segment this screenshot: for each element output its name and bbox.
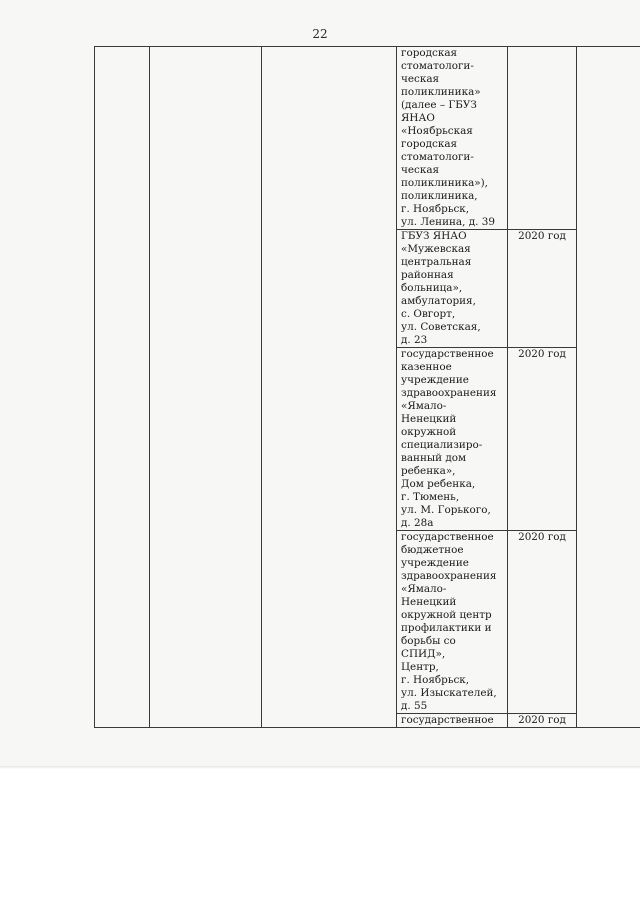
facility-cell bbox=[397, 348, 508, 531]
facility-line: государственное bbox=[401, 531, 494, 543]
facility-line: государственное bbox=[401, 714, 494, 726]
facility-cell bbox=[397, 714, 508, 728]
year-cell: 2020 год bbox=[508, 348, 577, 531]
page-number: 22 bbox=[312, 27, 328, 41]
facility-line: городская bbox=[401, 47, 458, 59]
facility-line: борьбы со bbox=[401, 635, 456, 647]
facility-line: здравоохранения bbox=[401, 387, 497, 399]
facility-line: стоматологи- bbox=[401, 151, 474, 163]
facility-line: «Ямало- bbox=[401, 400, 447, 412]
year-cell: 2020 год bbox=[508, 714, 577, 728]
facility-line: городская bbox=[401, 138, 458, 150]
facility-line: ул. Ленина, д. 39 bbox=[401, 216, 495, 228]
facility-line: амбулатория, bbox=[401, 295, 476, 307]
facility-line: специализиро- bbox=[401, 439, 483, 451]
facility-line: учреждение bbox=[401, 557, 469, 569]
facility-line: Дом ребенка, bbox=[401, 478, 476, 490]
empty-cell-col1 bbox=[95, 47, 150, 728]
facility-line: (далее – ГБУЗ bbox=[401, 99, 477, 111]
facility-line: учреждение bbox=[401, 374, 469, 386]
facility-line: ул. М. Горького, bbox=[401, 504, 491, 516]
facility-line: «Ноябрьская bbox=[401, 125, 473, 137]
year-cell: 2020 год bbox=[508, 230, 577, 348]
facility-line: с. Овгорт, bbox=[401, 308, 456, 320]
facility-line: ЯНАО bbox=[401, 112, 435, 124]
facility-line: окружной центр bbox=[401, 609, 492, 621]
facility-line: поликлиника» bbox=[401, 86, 481, 98]
facility-line: поликлиника, bbox=[401, 190, 478, 202]
facility-line: ул. Изыскателей, bbox=[401, 687, 497, 699]
document-table bbox=[94, 46, 640, 728]
empty-cell-col3 bbox=[262, 47, 397, 728]
facility-line: поликлиника»), bbox=[401, 177, 488, 189]
facility-line: ул. Советская, bbox=[401, 321, 481, 333]
facility-line: казенное bbox=[401, 361, 452, 373]
facility-line: СПИД», bbox=[401, 648, 446, 660]
table-row bbox=[95, 47, 640, 230]
facility-line: окружной bbox=[401, 426, 457, 438]
facility-line: Ненецкий bbox=[401, 413, 457, 425]
facility-line: больница», bbox=[401, 282, 463, 294]
empty-cell-col6 bbox=[577, 47, 640, 728]
facility-line: ческая bbox=[401, 73, 440, 85]
facility-line: г. Ноябрьск, bbox=[401, 674, 470, 686]
facility-cell bbox=[397, 47, 508, 230]
facility-line: г. Ноябрьск, bbox=[401, 203, 470, 215]
facility-cell bbox=[397, 531, 508, 714]
facility-line: Центр, bbox=[401, 661, 439, 673]
facility-line: г. Тюмень, bbox=[401, 491, 460, 503]
facility-line: Ненецкий bbox=[401, 596, 457, 608]
facility-line: «Ямало- bbox=[401, 583, 447, 595]
facility-line: д. 23 bbox=[401, 334, 428, 346]
scan-edge bbox=[0, 766, 640, 769]
year-cell bbox=[508, 47, 577, 230]
facility-line: здравоохранения bbox=[401, 570, 497, 582]
year-cell: 2020 год bbox=[508, 531, 577, 714]
facility-line: центральная bbox=[401, 256, 472, 268]
facility-line: государственное bbox=[401, 348, 494, 360]
facility-line: стоматологи- bbox=[401, 60, 474, 72]
facility-line: «Мужевская bbox=[401, 243, 471, 255]
facility-line: д. 28а bbox=[401, 517, 434, 529]
facility-line: ванный дом bbox=[401, 452, 467, 464]
facility-line: бюджетное bbox=[401, 544, 464, 556]
facility-line: ГБУЗ ЯНАО bbox=[401, 230, 467, 242]
facility-line: д. 55 bbox=[401, 700, 428, 712]
facility-line: ческая bbox=[401, 164, 440, 176]
facility-line: ребенка», bbox=[401, 465, 456, 477]
facility-line: профилактики и bbox=[401, 622, 492, 634]
facility-cell bbox=[397, 230, 508, 348]
facility-line: районная bbox=[401, 269, 454, 281]
empty-cell-col2 bbox=[150, 47, 262, 728]
